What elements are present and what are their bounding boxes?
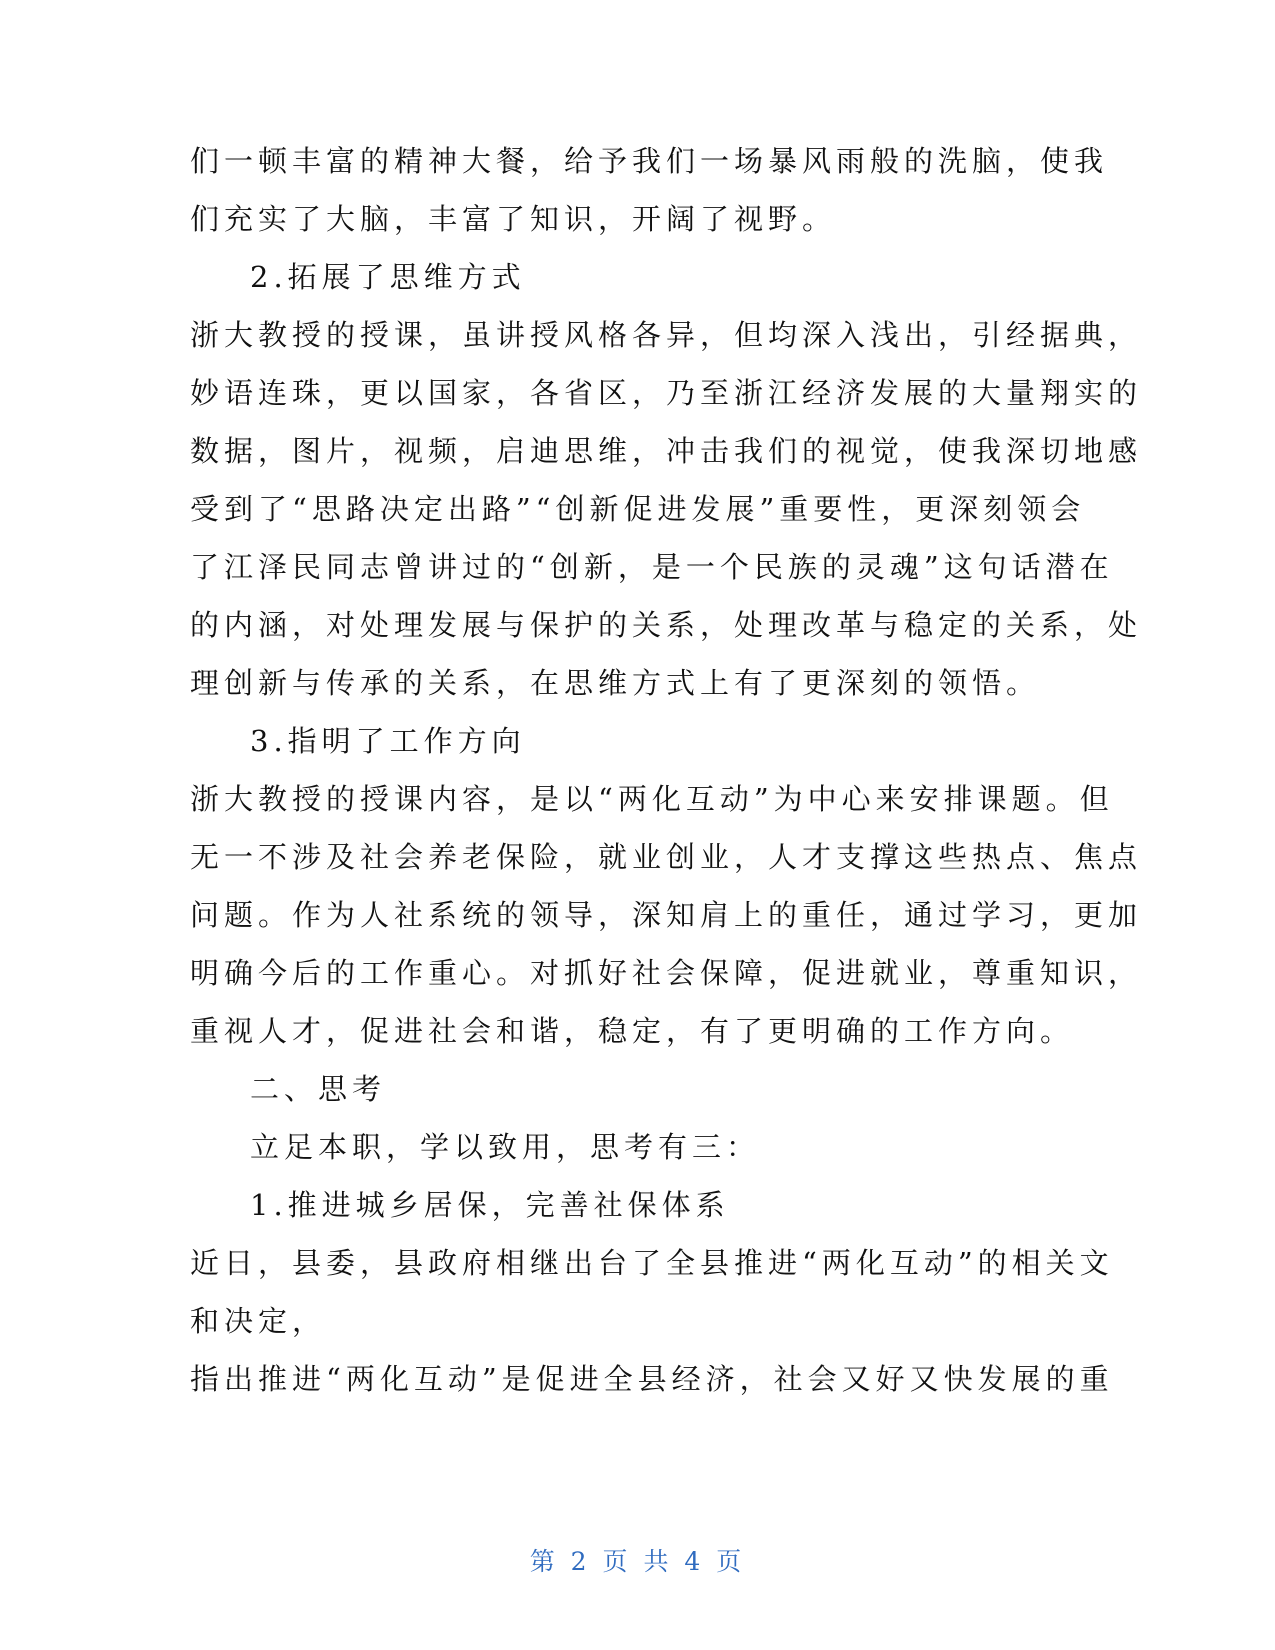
text-line: 们一顿丰富的精神大餐，给予我们一场暴风雨般的洗脑，使我 — [190, 144, 1109, 178]
text-line: 受到了“思路决定出路”“创新促进发展”重要性，更深刻领会 — [190, 492, 1086, 526]
text-line: 和决定， — [190, 1304, 327, 1338]
section-heading: 二、思考 — [250, 1072, 387, 1106]
section-heading: 3.指明了工作方向 — [250, 724, 526, 758]
text-line: 们充实了大脑，丰富了知识，开阔了视野。 — [190, 202, 837, 236]
text-line: 数据，图片，视频，启迪思维，冲击我们的视觉，使我深切地感 — [190, 434, 1143, 468]
text-line: 妙语连珠，更以国家，各省区，乃至浙江经济发展的大量翔实的 — [190, 376, 1143, 410]
section-heading: 1.推进城乡居保，完善社保体系 — [250, 1188, 730, 1222]
text-line: 的内涵，对处理发展与保护的关系，处理改革与稳定的关系，处 — [190, 608, 1143, 642]
text-line: 浙大教授的授课，虽讲授风格各异，但均深入浅出，引经据典， — [190, 318, 1143, 352]
text-line: 问题。作为人社系统的领导，深知肩上的重任，通过学习，更加 — [190, 898, 1143, 932]
section-heading: 2.拓展了思维方式 — [250, 260, 526, 294]
text-line: 重视人才，促进社会和谐，稳定，有了更明确的工作方向。 — [190, 1014, 1075, 1048]
text-line: 明确今后的工作重心。对抓好社会保障，促进就业，尊重知识， — [190, 956, 1143, 990]
page-number: 第 2 页 共 4 页 — [529, 1547, 746, 1576]
text-line: 指出推进“两化互动”是促进全县经济，社会又好又快发展的重 — [190, 1362, 1114, 1396]
text-line: 立足本职，学以致用，思考有三： — [250, 1130, 761, 1164]
text-line: 近日，县委，县政府相继出台了全县推进“两化互动”的相关文 — [190, 1246, 1114, 1280]
text-line: 浙大教授的授课内容，是以“两化互动”为中心来安排课题。但 — [190, 782, 1114, 816]
text-line: 无一不涉及社会养老保险，就业创业，人才支撑这些热点、焦点 — [190, 840, 1143, 874]
text-line: 了江泽民同志曾讲过的“创新，是一个民族的灵魂”这句话潜在 — [190, 550, 1114, 584]
text-line: 理创新与传承的关系，在思维方式上有了更深刻的领悟。 — [190, 666, 1041, 700]
